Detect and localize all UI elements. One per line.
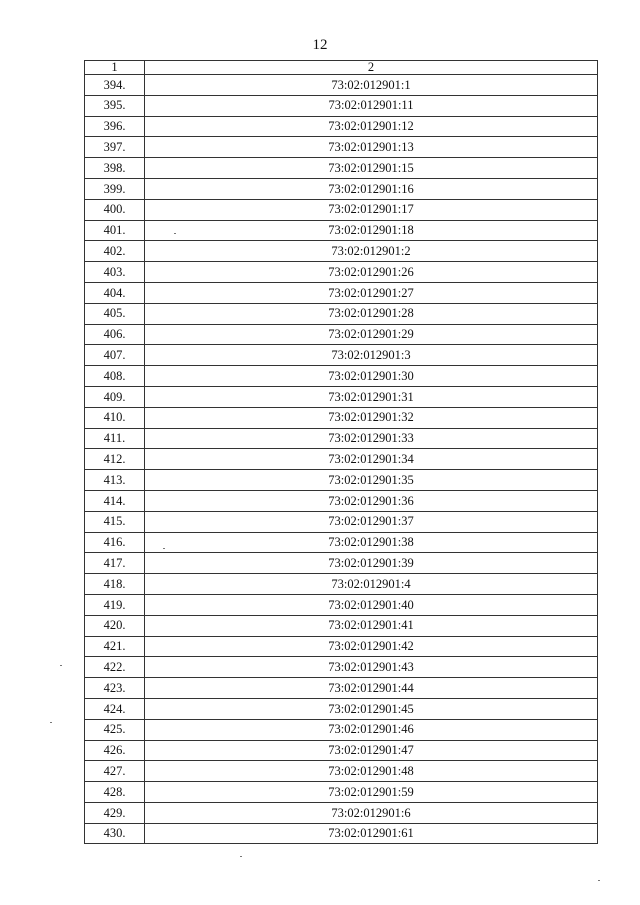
cadastral-number-cell: 73:02:012901:33 <box>145 428 598 449</box>
cadastral-number-cell: 73:02:012901:1 <box>145 75 598 96</box>
table-row <box>85 158 598 179</box>
table-row <box>85 802 598 823</box>
table-row <box>85 262 598 283</box>
scan-speck <box>240 856 242 857</box>
row-index-cell: 395. <box>85 95 145 116</box>
cadastral-number-cell: 73:02:012901:37 <box>145 511 598 532</box>
table-body <box>85 75 598 844</box>
table-row <box>85 511 598 532</box>
table-row <box>85 137 598 158</box>
row-index-cell: 400. <box>85 199 145 220</box>
row-index-cell: 405. <box>85 303 145 324</box>
cadastral-number-cell: 73:02:012901:16 <box>145 178 598 199</box>
row-index-cell: 415. <box>85 511 145 532</box>
scan-speck <box>598 880 600 881</box>
row-index-cell: 426. <box>85 740 145 761</box>
cadastral-number-table <box>84 60 598 844</box>
table-row <box>85 615 598 636</box>
table-row <box>85 366 598 387</box>
row-index-cell: 427. <box>85 761 145 782</box>
row-index-cell: 411. <box>85 428 145 449</box>
cadastral-number-cell: 73:02:012901:44 <box>145 678 598 699</box>
row-index-cell: 402. <box>85 241 145 262</box>
table-row <box>85 345 598 366</box>
row-index-cell: 398. <box>85 158 145 179</box>
table-row <box>85 490 598 511</box>
table-row <box>85 740 598 761</box>
table-row <box>85 532 598 553</box>
table-row <box>85 199 598 220</box>
table-row <box>85 657 598 678</box>
cadastral-number-cell: 73:02:012901:59 <box>145 782 598 803</box>
scan-speck <box>60 665 62 666</box>
row-index-cell: 408. <box>85 366 145 387</box>
cadastral-number-cell: 73:02:012901:4 <box>145 574 598 595</box>
cadastral-number-cell: 73:02:012901:47 <box>145 740 598 761</box>
cadastral-number-cell: 73:02:012901:11 <box>145 95 598 116</box>
table-row <box>85 241 598 262</box>
table-row <box>85 553 598 574</box>
row-index-cell: 430. <box>85 823 145 844</box>
row-index-cell: 407. <box>85 345 145 366</box>
table-row <box>85 95 598 116</box>
table-row <box>85 386 598 407</box>
table-row <box>85 220 598 241</box>
cadastral-number-cell: 73:02:012901:18 <box>145 220 598 241</box>
cadastral-number-cell: 73:02:012901:13 <box>145 137 598 158</box>
cadastral-number-cell: 73:02:012901:3 <box>145 345 598 366</box>
cadastral-number-cell: 73:02:012901:46 <box>145 719 598 740</box>
table-row <box>85 594 598 615</box>
table-row <box>85 75 598 96</box>
cadastral-number-cell: 73:02:012901:30 <box>145 366 598 387</box>
cadastral-number-cell: 73:02:012901:27 <box>145 282 598 303</box>
table-row <box>85 678 598 699</box>
row-index-cell: 416. <box>85 532 145 553</box>
table-row <box>85 116 598 137</box>
row-index-cell: 397. <box>85 137 145 158</box>
table-row <box>85 303 598 324</box>
row-index-cell: 401. <box>85 220 145 241</box>
table-row <box>85 574 598 595</box>
cadastral-number-cell: 73:02:012901:29 <box>145 324 598 345</box>
row-index-cell: 410. <box>85 407 145 428</box>
row-index-cell: 419. <box>85 594 145 615</box>
cadastral-number-cell: 73:02:012901:12 <box>145 116 598 137</box>
table-header-row <box>85 61 598 75</box>
cadastral-number-cell: 73:02:012901:61 <box>145 823 598 844</box>
row-index-cell: 422. <box>85 657 145 678</box>
cadastral-number-cell: 73:02:012901:36 <box>145 490 598 511</box>
row-index-cell: 418. <box>85 574 145 595</box>
row-index-cell: 399. <box>85 178 145 199</box>
scan-speck <box>50 722 52 723</box>
row-index-cell: 428. <box>85 782 145 803</box>
row-index-cell: 414. <box>85 490 145 511</box>
table-row <box>85 407 598 428</box>
column-header-index: 1 <box>85 61 145 75</box>
row-index-cell: 409. <box>85 386 145 407</box>
page-number: 12 <box>312 37 328 53</box>
cadastral-number-cell: 73:02:012901:2 <box>145 241 598 262</box>
row-index-cell: 413. <box>85 470 145 491</box>
cadastral-number-cell: 73:02:012901:35 <box>145 470 598 491</box>
row-index-cell: 429. <box>85 802 145 823</box>
cadastral-number-cell: 73:02:012901:43 <box>145 657 598 678</box>
table-row <box>85 636 598 657</box>
row-index-cell: 396. <box>85 116 145 137</box>
cadastral-number-cell: 73:02:012901:39 <box>145 553 598 574</box>
table-row <box>85 178 598 199</box>
cadastral-number-cell: 73:02:012901:45 <box>145 698 598 719</box>
table-row <box>85 823 598 844</box>
row-index-cell: 425. <box>85 719 145 740</box>
cadastral-number-cell: 73:02:012901:6 <box>145 802 598 823</box>
table-row <box>85 782 598 803</box>
cadastral-number-cell: 73:02:012901:38 <box>145 532 598 553</box>
table-row <box>85 282 598 303</box>
row-index-cell: 424. <box>85 698 145 719</box>
row-index-cell: 406. <box>85 324 145 345</box>
table-row <box>85 761 598 782</box>
cadastral-number-cell: 73:02:012901:42 <box>145 636 598 657</box>
table-row <box>85 428 598 449</box>
row-index-cell: 421. <box>85 636 145 657</box>
cadastral-number-cell: 73:02:012901:48 <box>145 761 598 782</box>
cadastral-number-cell: 73:02:012901:32 <box>145 407 598 428</box>
table-row <box>85 470 598 491</box>
table-row <box>85 324 598 345</box>
row-index-cell: 403. <box>85 262 145 283</box>
cadastral-number-cell: 73:02:012901:31 <box>145 386 598 407</box>
cadastral-number-cell: 73:02:012901:28 <box>145 303 598 324</box>
cadastral-number-cell: 73:02:012901:17 <box>145 199 598 220</box>
scan-speck <box>163 548 165 549</box>
cadastral-number-cell: 73:02:012901:26 <box>145 262 598 283</box>
cadastral-number-cell: 73:02:012901:34 <box>145 449 598 470</box>
row-index-cell: 394. <box>85 75 145 96</box>
row-index-cell: 404. <box>85 282 145 303</box>
table-row <box>85 449 598 470</box>
column-header-cadastral-number: 2 <box>145 61 598 75</box>
table-row <box>85 719 598 740</box>
row-index-cell: 412. <box>85 449 145 470</box>
row-index-cell: 417. <box>85 553 145 574</box>
cadastral-number-cell: 73:02:012901:40 <box>145 594 598 615</box>
table-row <box>85 698 598 719</box>
row-index-cell: 420. <box>85 615 145 636</box>
cadastral-number-cell: 73:02:012901:15 <box>145 158 598 179</box>
cadastral-number-cell: 73:02:012901:41 <box>145 615 598 636</box>
row-index-cell: 423. <box>85 678 145 699</box>
scan-speck <box>174 233 176 234</box>
